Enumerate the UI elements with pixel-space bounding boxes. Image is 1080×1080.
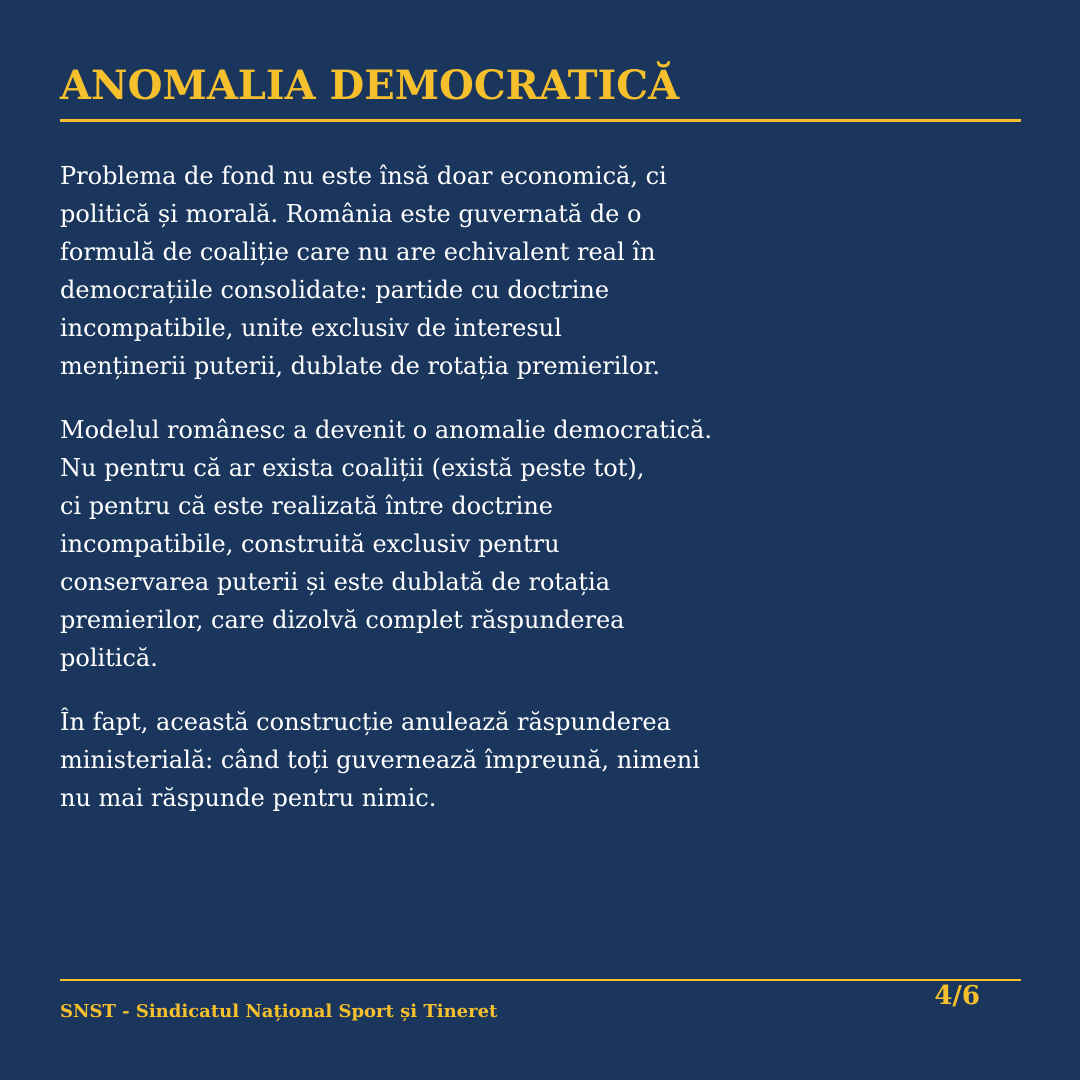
text-line: politică și morală. România este guvernată de o [60, 200, 642, 228]
text-line: democrațiile consolidate: partide cu doctrine [60, 276, 610, 304]
text-line: Modelul românesc a devenit o anomalie democratică. [60, 416, 712, 444]
page-indicator: 4/6 [934, 981, 980, 1011]
text-line: incompatibile, construită exclusiv pentru [60, 530, 560, 558]
paragraph-gap [60, 385, 960, 411]
text-line: formulă de coaliție care nu are echivalent real în [60, 238, 656, 266]
paragraph-3 [60, 703, 960, 817]
footer-organization: SNST - Sindicatul Național Sport și Tineret [60, 1001, 498, 1022]
text-line: politică. [60, 644, 158, 672]
title-divider [60, 119, 1021, 122]
paragraph-gap [60, 677, 960, 703]
text-line: premierilor, care dizolvă complet răspunderea [60, 606, 625, 634]
slide-title: ANOMALIA DEMOCRATICĂ [60, 62, 680, 109]
paragraph-2 [60, 411, 960, 677]
text-line: incompatibile, unite exclusiv de interesul [60, 314, 562, 342]
text-line: Nu pentru că ar exista coaliții (există peste tot), [60, 454, 645, 482]
text-line: ministerială: când toți guvernează împreună, nimeni [60, 746, 700, 774]
paragraph-1 [60, 157, 960, 385]
text-line: În fapt, această construcție anulează răspunderea [60, 708, 671, 736]
body-text [60, 157, 960, 817]
footer-divider [60, 979, 1021, 981]
text-line: conservarea puterii și este dublată de rotația [60, 568, 611, 596]
text-line: nu mai răspunde pentru nimic. [60, 784, 437, 812]
text-line: Problema de fond nu este însă doar economică, ci [60, 162, 667, 190]
text-line: menținerii puterii, dublate de rotația premierilor. [60, 352, 660, 380]
text-line: ci pentru că este realizată între doctrine [60, 492, 554, 520]
